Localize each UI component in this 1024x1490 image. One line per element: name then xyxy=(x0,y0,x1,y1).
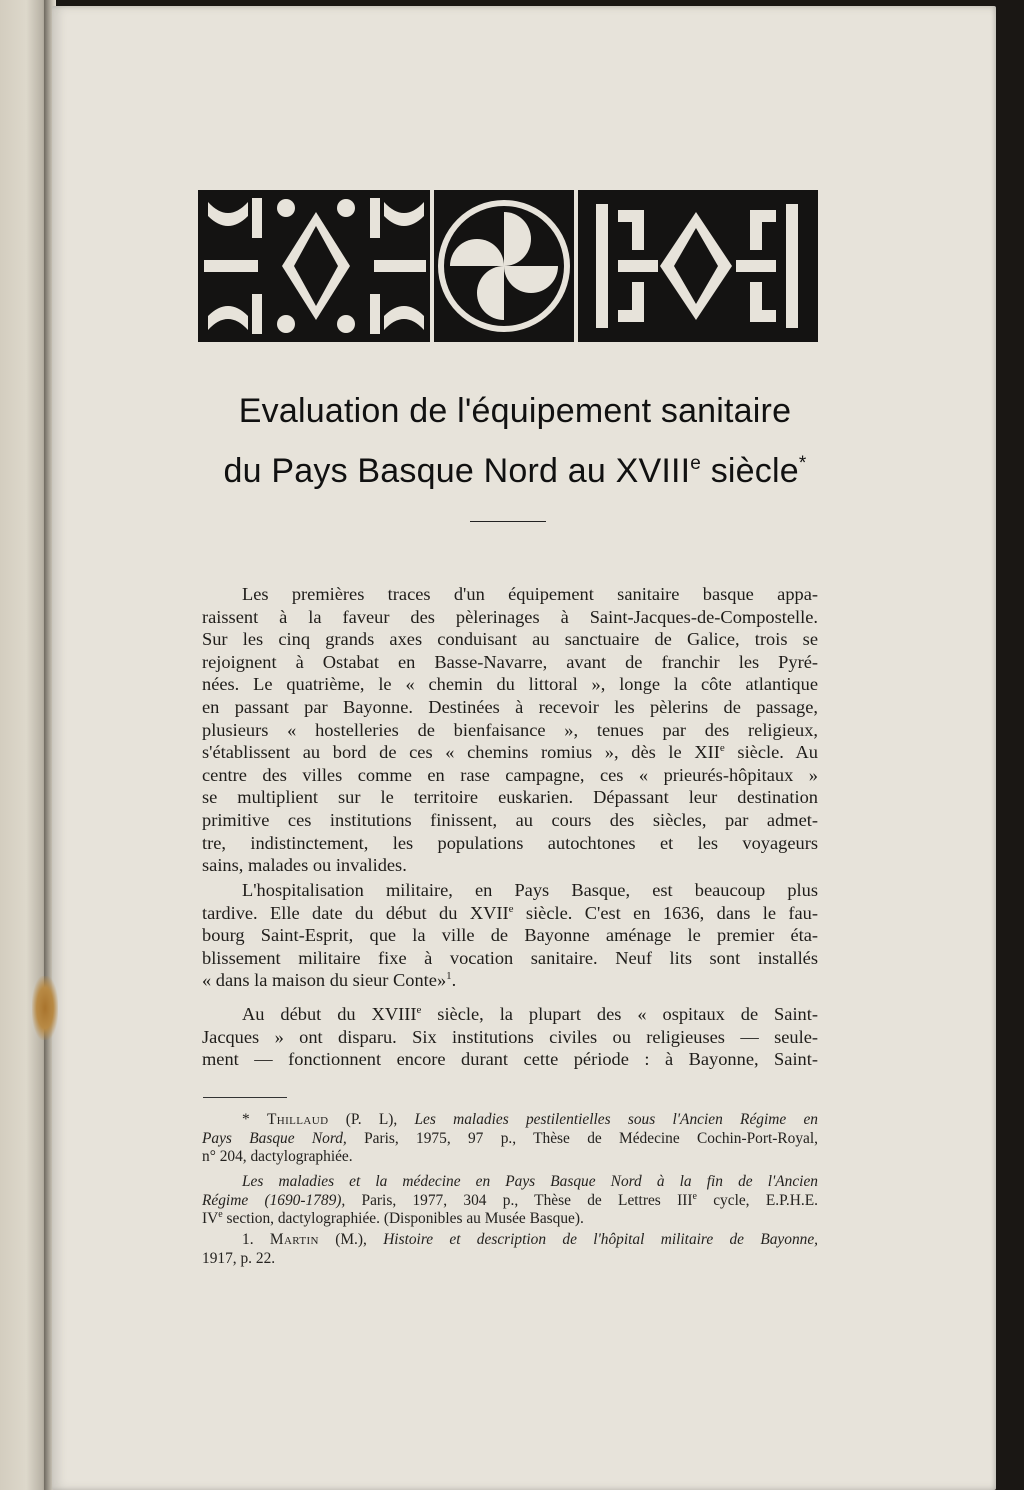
text-line: raissent à la faveur des pèlerinages à Saint-Jacques-de-Compostelle. xyxy=(202,606,818,627)
text-line: rejoignent à Ostabat en Basse-Navarre, avant de franchir les Pyré- xyxy=(202,651,818,672)
text-line xyxy=(202,969,818,992)
title-text-end: siècle xyxy=(701,452,799,490)
text-line: nées. Le quatrième, le « chemin du littoral », longe la côte atlantique xyxy=(202,674,818,695)
paper-stain xyxy=(32,976,58,1040)
paragraph-1 xyxy=(202,583,818,877)
text-line: plusieurs « hostelleries de bienfaisance », tenues par des religieux, xyxy=(202,719,818,740)
superscript: e xyxy=(719,742,725,755)
footnote-ref: 1 xyxy=(446,970,452,983)
footnote-title: Histoire et description de l'hôpital militaire de Bayonne, xyxy=(383,1231,819,1248)
text-line: Jacques » ont disparu. Six institutions civiles ou religieuses — seule- xyxy=(202,1026,818,1047)
footnote-author: Martin xyxy=(269,1231,319,1248)
text-line: sains, malades ou invalides. xyxy=(202,855,407,876)
text-run: (P. L), xyxy=(328,1111,415,1128)
text-line: blissement militaire fixe à vocation sanitaire. Neuf lits sont installés xyxy=(202,947,818,968)
footnote-line xyxy=(202,1231,818,1250)
text-run: tardive. Elle date du début du XVII xyxy=(202,902,509,923)
title-divider xyxy=(470,521,546,522)
text-run: siècle, la plupart des « ospitaux de Saint- xyxy=(421,1004,818,1024)
text-line: bourg Saint-Esprit, que la ville de Bayonne aménage le premier éta- xyxy=(202,925,818,946)
paragraph-2 xyxy=(202,879,818,992)
footnote-line xyxy=(202,1173,818,1192)
text-line xyxy=(202,741,818,764)
text-line: Les premières traces d'un équipement sanitaire basque appa- xyxy=(242,584,818,604)
footnote-line xyxy=(202,1111,818,1130)
text-run: s'établissent au bord de ces « chemins romius », dès le XII xyxy=(202,742,720,763)
text-run: Au début du XVIII xyxy=(242,1004,417,1024)
basque-ornament-banner xyxy=(198,190,818,342)
left-ornament-panel xyxy=(204,198,426,334)
title-footnote-mark: * xyxy=(798,453,807,474)
text-line xyxy=(202,902,818,925)
footnote-divider xyxy=(203,1097,287,1098)
text-run: siècle. C'est en 1636, dans le fau- xyxy=(513,902,818,923)
footnote-asterisk xyxy=(202,1111,818,1167)
text-run: « dans la maison du sieur Conte» xyxy=(202,970,447,991)
footnote-title: Régime (1690-1789), xyxy=(202,1191,346,1209)
text-run: Paris, 1975, 97 p., Thèse de Médecine Cochin-Port-Royal, xyxy=(346,1129,818,1147)
text-line: tre, indistinctement, les populations autochtones et les voyageurs xyxy=(202,832,818,853)
footnote-line xyxy=(202,1210,818,1229)
text-line: L'hospitalisation militaire, en Pays Basque, est beaucoup plus xyxy=(242,880,818,900)
article-title-line-2 xyxy=(150,452,880,491)
superscript: e xyxy=(508,902,514,915)
lauburu-symbol xyxy=(438,200,570,332)
footnote-title: Les maladies pestilentielles sous l'Ancien Régime en xyxy=(414,1111,818,1128)
text-line: centre des villes comme en rase campagne, ces « prieurés-hôpitaux » xyxy=(202,764,818,785)
footnote-mark: * xyxy=(242,1111,267,1128)
text-line: ment — fonctionnent encore durant cette période : à Bayonne, Saint- xyxy=(202,1049,818,1070)
footnote-line xyxy=(202,1130,818,1149)
text-run: siècle. Au xyxy=(724,742,818,763)
text-run: (M.), xyxy=(318,1231,384,1248)
title-superscript: e xyxy=(690,453,702,474)
text-line: se multiplient sur le territoire euskarien. Dépassant leur destination xyxy=(202,787,818,808)
superscript: e xyxy=(692,1190,697,1202)
text-run: . xyxy=(451,970,457,991)
ornament-graphic xyxy=(198,190,818,342)
superscript: e xyxy=(218,1209,223,1221)
footnote-line: 1917, p. 22. xyxy=(202,1249,276,1267)
text-run: cycle, E.P.H.E. xyxy=(696,1191,818,1209)
text-run: section, dactylographiée. (Disponibles au Musée Basque). xyxy=(222,1210,584,1228)
text-run: Paris, 1977, 304 p., Thèse de Lettres III xyxy=(345,1191,693,1209)
facing-page-edge xyxy=(0,0,48,1490)
footnote-number: 1. xyxy=(242,1231,270,1248)
text-run: IV xyxy=(202,1210,219,1228)
text-line xyxy=(202,1003,818,1026)
text-line: primitive ces institutions finissent, au cours des siècles, par admet- xyxy=(202,809,818,830)
article-title-line-1: Evaluation de l'équipement sanitaire xyxy=(238,392,792,430)
footnote-1 xyxy=(202,1231,818,1268)
footnote-line xyxy=(202,1192,818,1211)
footnote-line: n° 204, dactylographiée. xyxy=(202,1148,353,1166)
paragraph-3 xyxy=(202,1003,818,1071)
text-line: en passant par Bayonne. Destinées à recevoir les pèlerins de passage, xyxy=(202,696,818,717)
text-line: Sur les cinq grands axes conduisant au sanctuaire de Galice, trois se xyxy=(202,629,818,650)
footnote-title: Les maladies et la médecine en Pays Basque Nord à la fin de l'Ancien xyxy=(242,1173,818,1190)
footnote-author: Thillaud xyxy=(266,1111,329,1128)
footnote-asterisk-continued xyxy=(202,1173,818,1229)
footnote-title: Pays Basque Nord, xyxy=(202,1129,347,1147)
superscript: e xyxy=(416,1004,422,1016)
title-text: du Pays Basque Nord au XVIII xyxy=(223,452,691,490)
